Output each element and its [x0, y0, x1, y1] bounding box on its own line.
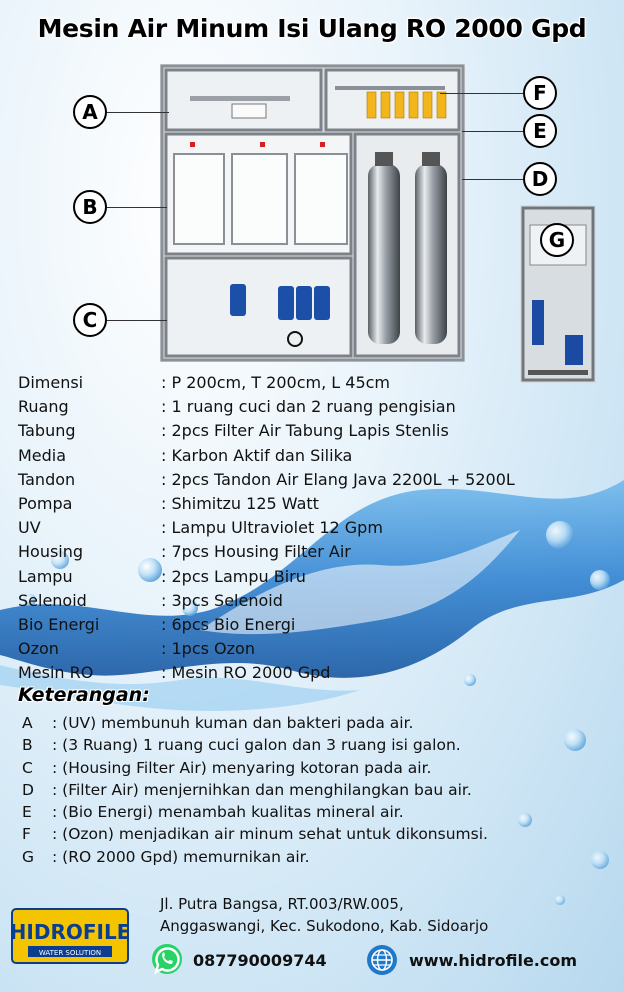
callout-d-line [462, 179, 523, 180]
spec-key: Housing [18, 542, 84, 562]
note-key: F [22, 825, 31, 844]
spec-key: Media [18, 445, 67, 465]
spec-value: : 1pcs Ozon [161, 639, 255, 659]
note-key: D [22, 780, 34, 799]
note-value: : (3 Ruang) 1 ruang cuci galon dan 3 ruang isi galon. [52, 736, 461, 755]
spec-key: Pompa [18, 493, 73, 513]
spec-value: : 2pcs Lampu Biru [161, 566, 306, 586]
address-line-2: Anggaswangi, Kec. Sukodono, Kab. Sidoarjo [160, 917, 489, 935]
callout-f: F [523, 76, 557, 110]
address-line-1: Jl. Putra Bangsa, RT.003/RW.005, [160, 895, 404, 913]
spec-value: : 2pcs Filter Air Tabung Lapis Stenlis [161, 421, 449, 441]
svg-text:WATER SOLUTION: WATER SOLUTION [38, 949, 102, 957]
note-key: E [22, 803, 32, 822]
page-title: Mesin Air Minum Isi Ulang RO 2000 Gpd [37, 14, 587, 43]
note-key: G [22, 847, 35, 866]
callout-c-line [107, 320, 167, 321]
spec-key: Bio Energi [18, 614, 100, 634]
spec-value: : 7pcs Housing Filter Air [161, 542, 351, 562]
callout-b-line [107, 207, 167, 208]
hidrofile-logo [10, 905, 130, 967]
note-key: C [22, 758, 33, 777]
note-value: : (Housing Filter Air) menyaring kotoran pada air. [52, 758, 432, 777]
spec-value: : Mesin RO 2000 Gpd [161, 663, 331, 683]
spec-key: Ozon [18, 639, 59, 659]
spec-value: : 1 ruang cuci dan 2 ruang pengisian [161, 397, 456, 417]
spec-key: Dimensi [18, 373, 84, 392]
spec-value: : Lampu Ultraviolet 12 Gpm [161, 518, 383, 538]
note-key: A [22, 714, 33, 732]
spec-value: : 6pcs Bio Energi [161, 614, 296, 634]
spec-key: Tandon [18, 469, 76, 489]
phone-number[interactable]: 087790009744 [193, 951, 327, 970]
callout-d: D [523, 162, 557, 196]
note-value: : (Filter Air) menjernihkan dan menghilangkan bau air. [52, 780, 472, 799]
spec-value: : P 200cm, T 200cm, L 45cm [161, 373, 390, 392]
note-value: : (Bio Energi) menambah kualitas mineral air. [52, 803, 404, 822]
spec-key: Selenoid [18, 590, 87, 610]
callout-g: G [540, 223, 574, 257]
spec-value: : 2pcs Tandon Air Elang Java 2200L + 5200L [161, 469, 515, 489]
globe-icon [366, 944, 398, 976]
callout-a-line [107, 112, 169, 113]
spec-value: : Shimitzu 125 Watt [161, 493, 319, 513]
spec-key: UV [18, 518, 41, 538]
spec-key: Ruang [18, 397, 69, 417]
spec-value: : Karbon Aktif dan Silika [161, 445, 353, 465]
callout-b: B [73, 190, 107, 224]
website-link[interactable]: www.hidrofile.com [409, 951, 578, 970]
spec-key: Lampu [18, 566, 73, 586]
spec-value: : 3pcs Selenoid [161, 590, 283, 610]
whatsapp-icon [150, 942, 184, 976]
spec-key: Tabung [18, 421, 76, 441]
address [160, 893, 488, 937]
callout-f-line [440, 93, 523, 94]
callout-a: A [73, 95, 107, 129]
note-value: : (UV) membunuh kuman dan bakteri pada air. [52, 714, 414, 732]
callout-e: E [523, 114, 557, 148]
svg-text:HIDROFILE: HIDROFILE [10, 920, 130, 944]
keterangan-heading: Keterangan: [18, 684, 150, 706]
refill-machine-image [160, 64, 465, 362]
callout-e-line [462, 131, 523, 132]
note-value: : (Ozon) menjadikan air minum sehat untuk dikonsumsi. [52, 825, 488, 844]
note-key: B [22, 736, 33, 755]
note-value: : (RO 2000 Gpd) memurnikan air. [52, 847, 310, 866]
callout-c: C [73, 303, 107, 337]
spec-key: Mesin RO [18, 663, 94, 683]
